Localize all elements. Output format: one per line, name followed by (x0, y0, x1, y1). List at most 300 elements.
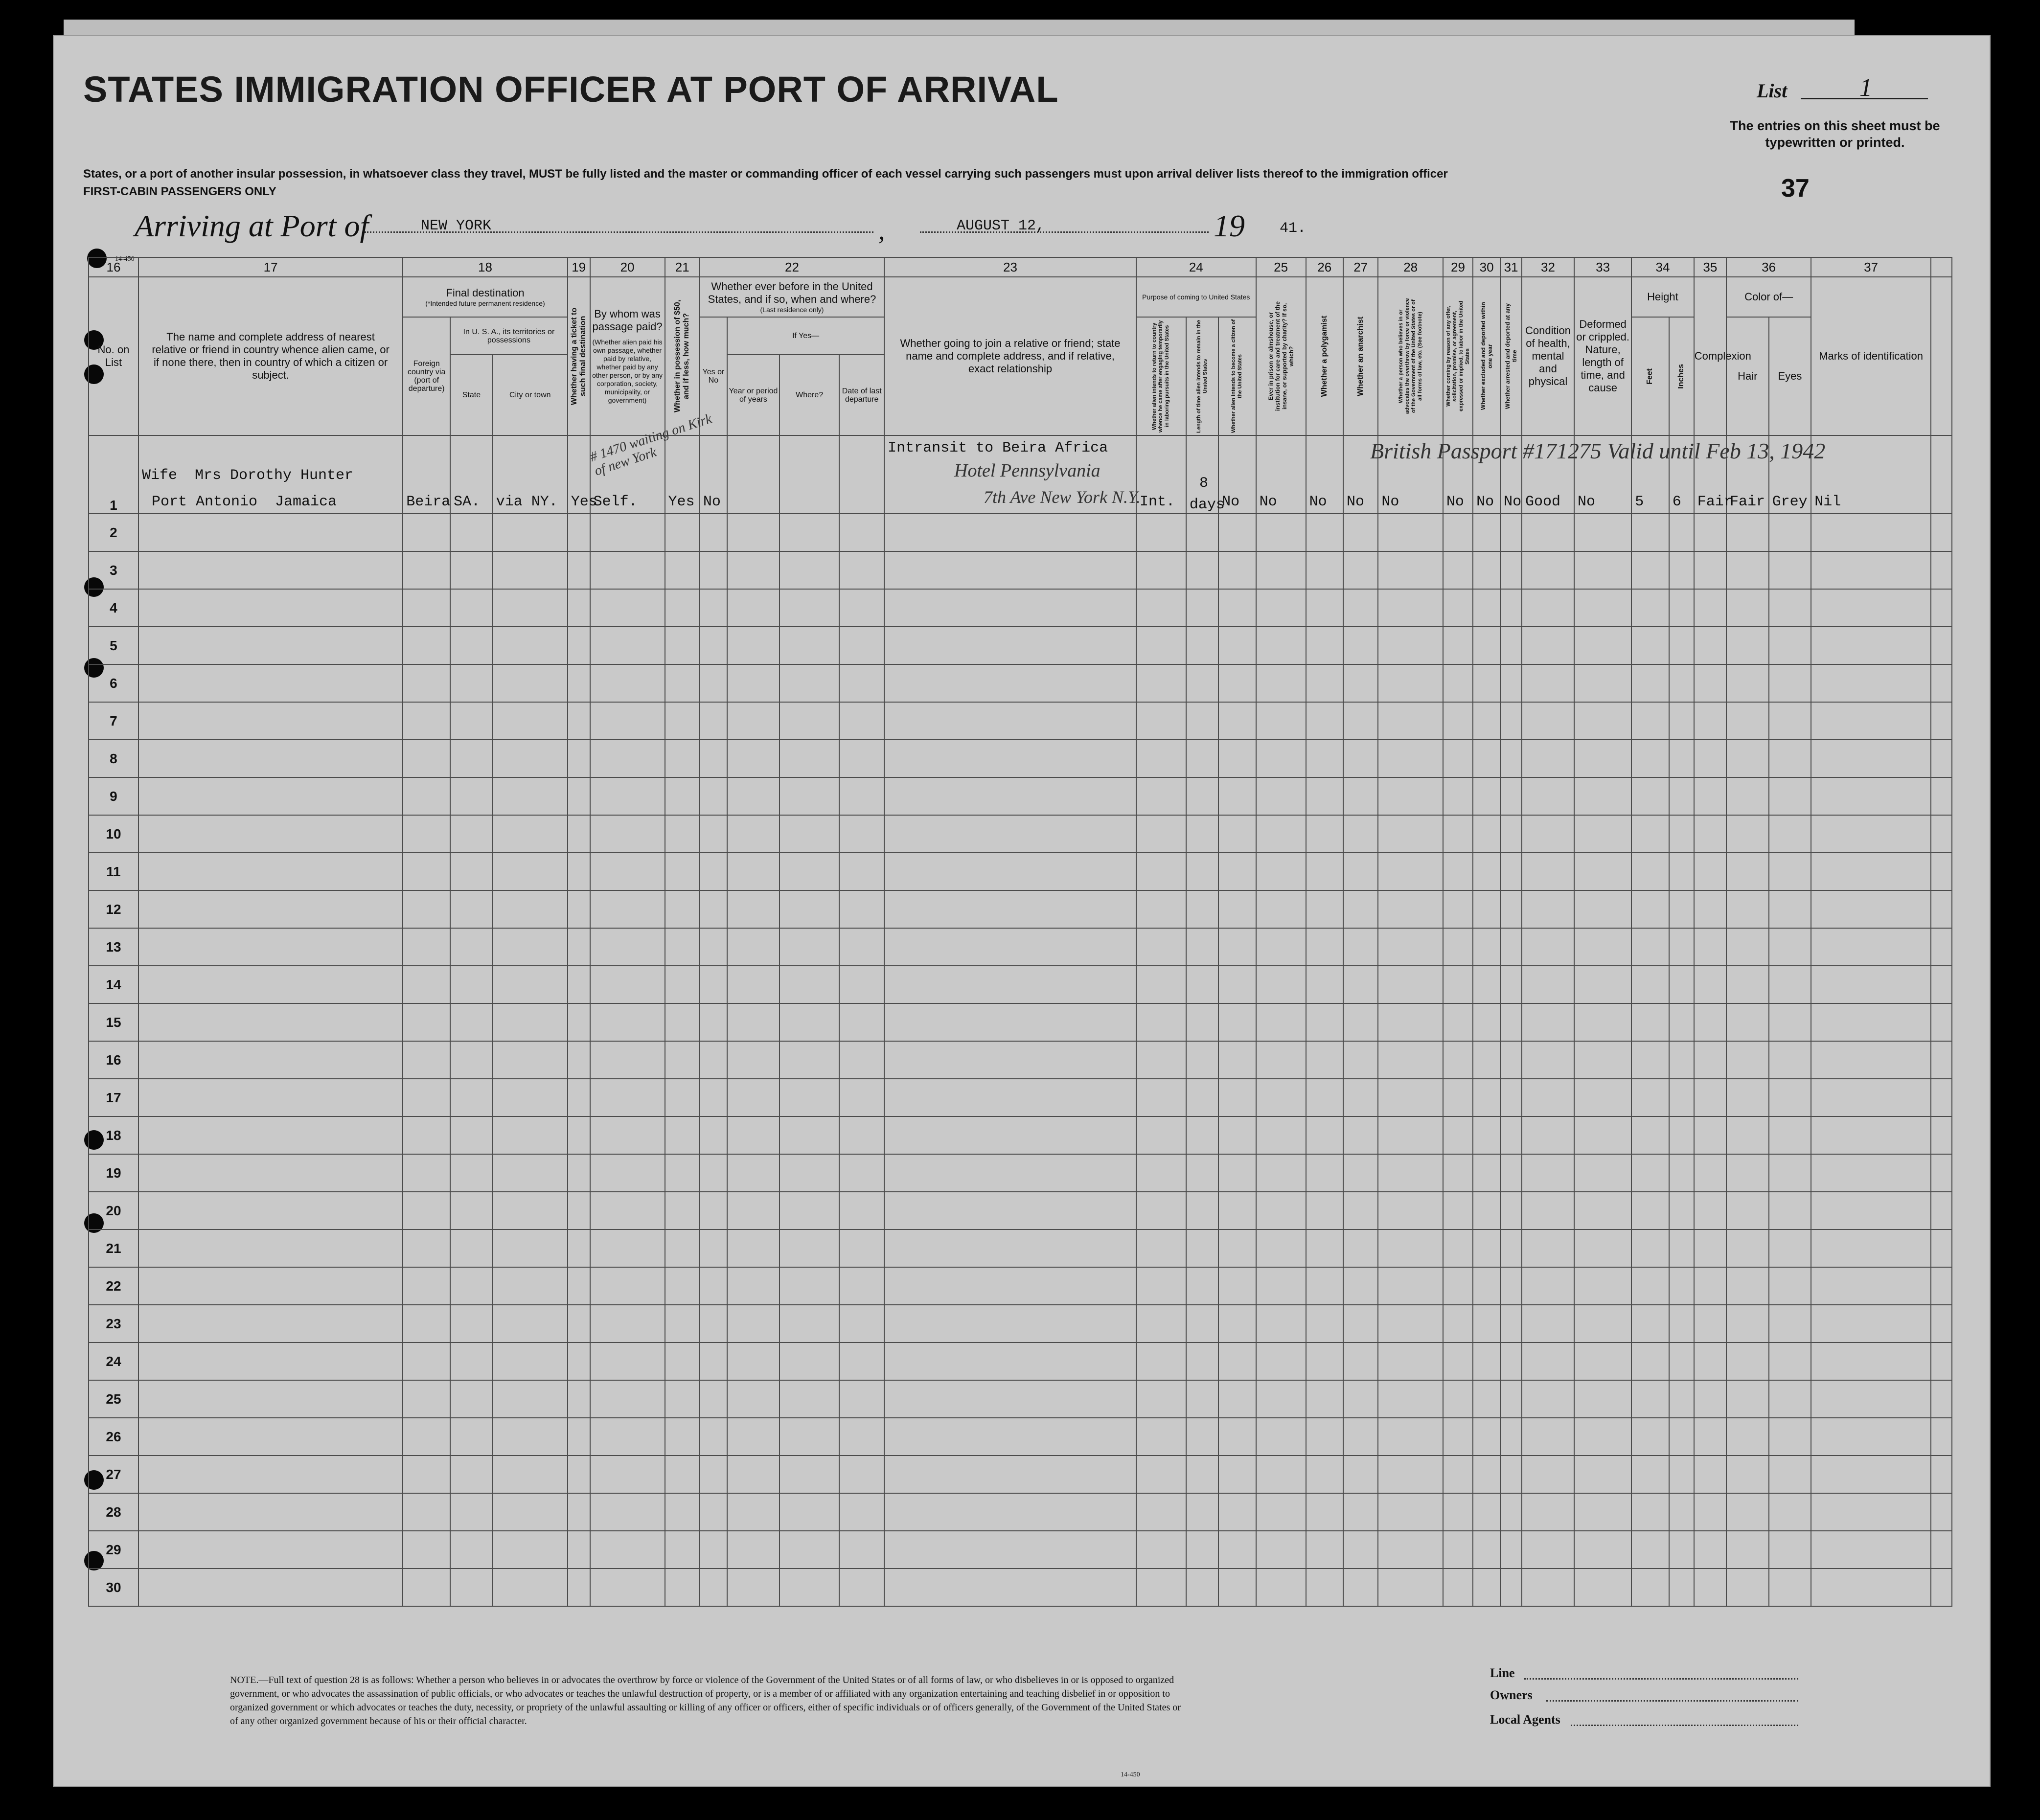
cell-lastdep (839, 1493, 884, 1531)
cell-polygamist (1306, 1418, 1343, 1456)
cell-ever (700, 1003, 727, 1041)
cell-prison (1256, 890, 1306, 928)
cell-arrested (1500, 589, 1522, 627)
cell-foreign_country (403, 551, 450, 589)
cell-purpose (1136, 740, 1186, 777)
cell-citizen (1218, 815, 1256, 853)
cell-arrested (1500, 966, 1522, 1003)
cell-deformed (1574, 514, 1631, 551)
final-destination-label: Final destination (446, 286, 525, 299)
cell-stay (1186, 1041, 1218, 1079)
cell-eyes (1769, 1418, 1811, 1456)
cell-relative (138, 1267, 403, 1305)
cell-polygamist (1306, 1456, 1343, 1493)
cell-relative (138, 1192, 403, 1229)
handwritten-hotel-line1: Hotel Pennsylvania (954, 460, 1100, 481)
cell-labor (1443, 777, 1473, 815)
cell-relative (138, 702, 403, 740)
cell-paid (590, 1116, 665, 1154)
cell-arrested (1500, 1003, 1522, 1041)
cell-deformed (1574, 853, 1631, 890)
cell-ticket (568, 1493, 590, 1531)
cell-where (779, 702, 839, 740)
passage-note: (Whether alien paid his own passage, whether paid by relative, whether paid by any other person, or by any corporation, society, municipality, or government) (592, 338, 663, 404)
cell-labor (1443, 1380, 1473, 1418)
col-number: 20 (590, 257, 665, 277)
passenger-row (89, 1229, 1952, 1267)
cell-years (727, 589, 779, 627)
cell-paid (590, 890, 665, 928)
cell-labor (1443, 1305, 1473, 1342)
column-number-row (89, 257, 1952, 277)
cell-lastdep (839, 1041, 884, 1079)
cell-relative (138, 1493, 403, 1531)
cell-city (493, 1116, 568, 1154)
cell-state (450, 928, 493, 966)
cell-spare (1931, 435, 1952, 514)
cell-purpose (1136, 627, 1186, 664)
cell-feet (1631, 1229, 1669, 1267)
cell-hair (1726, 664, 1769, 702)
cell-ticket (568, 1116, 590, 1154)
header-relative: The name and complete address of nearest relative or friend in country whence alien came, or if none there, then in country of which a citizen or subject. (138, 277, 403, 435)
cell-inches (1669, 1116, 1694, 1154)
cell-eyes (1769, 777, 1811, 815)
cell-spare (1931, 1342, 1952, 1380)
cell-hair (1726, 514, 1769, 551)
cell-excluded (1473, 740, 1500, 777)
cell-deformed (1574, 1493, 1631, 1531)
cell-city (493, 1380, 568, 1418)
cell-ticket (568, 702, 590, 740)
passenger-row (89, 589, 1952, 627)
cell-joining: Intransit to Beira Africa (884, 435, 1136, 514)
cell-spare (1931, 702, 1952, 740)
cell-purpose (1136, 1380, 1186, 1418)
cell-where (779, 740, 839, 777)
cell-excluded: No (1473, 435, 1500, 514)
cell-city (493, 702, 568, 740)
cell-city (493, 740, 568, 777)
cell-hair (1726, 1267, 1769, 1305)
cell-overthrow (1378, 1342, 1443, 1380)
row-number: 13 (89, 928, 138, 966)
cell-eyes (1769, 627, 1811, 664)
col-number: 30 (1473, 257, 1500, 277)
passenger-row (89, 1305, 1952, 1342)
cell-has50 (665, 551, 700, 589)
cell-ticket (568, 1154, 590, 1192)
cell-prison (1256, 815, 1306, 853)
cell-hair (1726, 1418, 1769, 1456)
cell-citizen (1218, 702, 1256, 740)
cell-joining (884, 890, 1136, 928)
cell-joining (884, 664, 1136, 702)
cell-arrested (1500, 1418, 1522, 1456)
cell-paid (590, 853, 665, 890)
cell-marks (1811, 589, 1931, 627)
cell-relative (138, 627, 403, 664)
cell-state (450, 1041, 493, 1079)
cell-city (493, 1305, 568, 1342)
cell-deformed (1574, 1079, 1631, 1116)
cell-ever (700, 1041, 727, 1079)
cell-marks (1811, 928, 1931, 966)
cell-has50 (665, 928, 700, 966)
cell-foreign_country (403, 966, 450, 1003)
cell-excluded (1473, 627, 1500, 664)
cell-polygamist (1306, 928, 1343, 966)
handwritten-ticket-note: # 1470 waiting on Kirk of new York (588, 411, 714, 479)
cell-years (727, 1041, 779, 1079)
cell-ever (700, 1079, 727, 1116)
cell-feet (1631, 1192, 1669, 1229)
cell-paid (590, 1079, 665, 1116)
cell-polygamist (1306, 740, 1343, 777)
cell-joining (884, 1380, 1136, 1418)
cell-ever (700, 966, 727, 1003)
cell-joining (884, 1493, 1136, 1531)
cell-arrested (1500, 1569, 1522, 1606)
cell-relative (138, 815, 403, 853)
cell-hair (1726, 1380, 1769, 1418)
cell-polygamist (1306, 1041, 1343, 1079)
cell-citizen (1218, 928, 1256, 966)
cell-anarchist (1343, 1192, 1378, 1229)
cell-complexion (1694, 1154, 1726, 1192)
cell-joining (884, 777, 1136, 815)
cell-where (779, 1154, 839, 1192)
cell-inches (1669, 664, 1694, 702)
cell-joining (884, 1342, 1136, 1380)
cell-anarchist (1343, 702, 1378, 740)
header-return-intent (1136, 317, 1186, 435)
passenger-row (89, 1003, 1952, 1041)
row-number: 9 (89, 777, 138, 815)
footnote: NOTE.—Full text of question 28 is as follows: Whether a person who believes in or advocates the overthrow by force or violence of the Government of the United States or of all forms of law, or who disbelieves in or is opposed to organized government, or who advocates the assassination of public officials, or who advocates or teaches the unlawful destruction of property, or is a member of or affiliated with any organization entertaining and teaching disbelief in or opposition to organized government or which advocates or teaches the duty, necessity, or propriety of the unlawful assaulting or killing of any officer or officers, either of specific individuals or of officers generally, of the Government of the United States or of any other organized government because of his or their official character. (230, 1675, 1181, 1727)
cell-health (1522, 589, 1574, 627)
cell-lastdep (839, 1418, 884, 1456)
cell-excluded (1473, 1569, 1500, 1606)
cell-city (493, 664, 568, 702)
header-anarchist (1343, 277, 1378, 435)
cell-marks (1811, 890, 1931, 928)
cell-stay (1186, 1380, 1218, 1418)
cell-eyes (1769, 890, 1811, 928)
cell-paid (590, 514, 665, 551)
cell-deformed (1574, 1380, 1631, 1418)
cell-lastdep (839, 1116, 884, 1154)
cell-city (493, 1493, 568, 1531)
cell-has50 (665, 1342, 700, 1380)
cell-years (727, 702, 779, 740)
cell-health (1522, 1192, 1574, 1229)
cell-ticket (568, 890, 590, 928)
cell-overthrow (1378, 966, 1443, 1003)
cell-ever (700, 853, 727, 890)
owners-label: Owners (1490, 1688, 1533, 1702)
cell-spare (1931, 740, 1952, 777)
cell-marks (1811, 1003, 1931, 1041)
cell-feet (1631, 589, 1669, 627)
cell-foreign_country (403, 928, 450, 966)
cell-anarchist (1343, 1380, 1378, 1418)
polygamist-label: Whether a polygamist (1320, 315, 1329, 397)
cell-city (493, 890, 568, 928)
cell-marks (1811, 1041, 1931, 1079)
feet-label: Feet (1646, 368, 1654, 385)
cell-arrested (1500, 1079, 1522, 1116)
cell-labor (1443, 1531, 1473, 1569)
cell-excluded (1473, 1493, 1500, 1531)
cell-eyes: Grey (1769, 435, 1811, 514)
cell-spare (1931, 589, 1952, 627)
spare-header (1931, 277, 1952, 435)
cell-deformed (1574, 890, 1631, 928)
cell-excluded (1473, 1342, 1500, 1380)
cell-paid (590, 589, 665, 627)
cell-overthrow (1378, 1456, 1443, 1493)
passenger-row (89, 740, 1952, 777)
cell-inches (1669, 1531, 1694, 1569)
agents-field (1571, 1725, 1798, 1726)
cell-polygamist (1306, 1003, 1343, 1041)
cell-polygamist (1306, 1229, 1343, 1267)
cell-stay (1186, 514, 1218, 551)
cell-citizen (1218, 1267, 1256, 1305)
cell-complexion (1694, 514, 1726, 551)
cell-foreign_country (403, 1079, 450, 1116)
cell-polygamist (1306, 589, 1343, 627)
cell-inches (1669, 815, 1694, 853)
header-50-dollars (665, 277, 700, 435)
cell-citizen (1218, 1418, 1256, 1456)
cell-deformed (1574, 702, 1631, 740)
cell-deformed: No (1574, 435, 1631, 514)
cell-stay (1186, 1493, 1218, 1531)
cell-foreign_country (403, 589, 450, 627)
cell-ever (700, 1229, 727, 1267)
cell-anarchist (1343, 853, 1378, 890)
cell-relative (138, 740, 403, 777)
header-health: Condition of health, mental and physical (1522, 277, 1574, 435)
agents-label: Local Agents (1490, 1712, 1560, 1727)
cell-anarchist (1343, 1569, 1378, 1606)
cell-prison: No (1256, 435, 1306, 514)
cell-state (450, 1569, 493, 1606)
cell-anarchist (1343, 627, 1378, 664)
cell-complexion (1694, 1003, 1726, 1041)
cell-lastdep (839, 1531, 884, 1569)
cell-marks (1811, 777, 1931, 815)
header-complexion: Complexion (1694, 277, 1726, 435)
header-overthrow (1378, 277, 1443, 435)
spare-col (1931, 257, 1952, 277)
cell-ticket (568, 664, 590, 702)
cell-lastdep (839, 777, 884, 815)
handwritten-passport: British Passport #171275 Valid until Feb 13, 1942 (1370, 438, 1826, 463)
cell-purpose (1136, 702, 1186, 740)
cell-hair: Fair (1726, 435, 1769, 514)
cell-where (779, 1531, 839, 1569)
cell-inches (1669, 589, 1694, 627)
cell-state (450, 815, 493, 853)
cell-spare (1931, 1229, 1952, 1267)
cell-ever (700, 664, 727, 702)
cell-where (779, 815, 839, 853)
cell-state (450, 1493, 493, 1531)
line-field (1524, 1678, 1798, 1680)
cell-spare (1931, 1569, 1952, 1606)
cell-joining (884, 1154, 1136, 1192)
col-number: 31 (1500, 257, 1522, 277)
passenger-row (89, 1154, 1952, 1192)
cell-years (727, 1418, 779, 1456)
cell-anarchist (1343, 1493, 1378, 1531)
cell-feet (1631, 664, 1669, 702)
cell-prison (1256, 551, 1306, 589)
cell-ever (700, 1192, 727, 1229)
cell-paid (590, 664, 665, 702)
cell-overthrow (1378, 1003, 1443, 1041)
cell-excluded (1473, 514, 1500, 551)
date-value: AUGUST 12, (957, 218, 1045, 234)
cell-ever (700, 815, 727, 853)
cell-prison (1256, 1154, 1306, 1192)
header-length-of-stay (1186, 317, 1218, 435)
cell-prison (1256, 1418, 1306, 1456)
cell-city (493, 1003, 568, 1041)
cell-joining (884, 551, 1136, 589)
cell-anarchist (1343, 551, 1378, 589)
cell-stay (1186, 740, 1218, 777)
cell-excluded (1473, 890, 1500, 928)
cell-hair (1726, 1342, 1769, 1380)
cell-hair (1726, 1531, 1769, 1569)
col-number: 23 (884, 257, 1136, 277)
cell-citizen (1218, 1229, 1256, 1267)
cell-has50 (665, 1116, 700, 1154)
cell-ticket (568, 1192, 590, 1229)
header-joining: Whether going to join a relative or friend; state name and complete address, and if relative, exact relationship (884, 277, 1136, 435)
cell-eyes (1769, 1003, 1811, 1041)
cell-overthrow (1378, 1493, 1443, 1531)
cell-inches (1669, 853, 1694, 890)
cell-hair (1726, 551, 1769, 589)
cell-ticket (568, 1342, 590, 1380)
cell-joining (884, 1079, 1136, 1116)
cell-marks (1811, 966, 1931, 1003)
cell-overthrow (1378, 1192, 1443, 1229)
header-ever-before (700, 277, 884, 317)
passenger-row (89, 1079, 1952, 1116)
cell-ever (700, 1116, 727, 1154)
cell-spare (1931, 1493, 1952, 1531)
cell-ever (700, 627, 727, 664)
cell-excluded (1473, 777, 1500, 815)
cell-paid (590, 1531, 665, 1569)
cell-marks (1811, 815, 1931, 853)
cell-health (1522, 1456, 1574, 1493)
cell-health (1522, 627, 1574, 664)
cell-paid (590, 1267, 665, 1305)
cell-citizen (1218, 514, 1256, 551)
cell-marks (1811, 1267, 1931, 1305)
cell-prison (1256, 589, 1306, 627)
cell-anarchist (1343, 664, 1378, 702)
row-number: 16 (89, 1041, 138, 1079)
cell-ticket (568, 1267, 590, 1305)
cell-complexion (1694, 1569, 1726, 1606)
cell-has50 (665, 1493, 700, 1531)
cell-purpose (1136, 777, 1186, 815)
cell-years (727, 777, 779, 815)
cell-stay (1186, 1229, 1218, 1267)
cell-relative (138, 551, 403, 589)
form-instructions (83, 165, 1649, 201)
cell-prison (1256, 1192, 1306, 1229)
cell-polygamist (1306, 1493, 1343, 1531)
cell-excluded (1473, 551, 1500, 589)
cell-has50 (665, 1569, 700, 1606)
cell-health (1522, 1154, 1574, 1192)
cell-overthrow (1378, 1380, 1443, 1418)
col-number: 19 (568, 257, 590, 277)
cell-arrested (1500, 890, 1522, 928)
cell-relative (138, 1531, 403, 1569)
cell-eyes (1769, 1267, 1811, 1305)
header-in-usa: In U. S. A., its territories or possessions (450, 317, 568, 355)
cell-has50 (665, 514, 700, 551)
cell-polygamist (1306, 1079, 1343, 1116)
passenger-row (89, 1116, 1952, 1154)
cell-marks (1811, 1079, 1931, 1116)
cell-paid (590, 1342, 665, 1380)
cell-marks (1811, 740, 1931, 777)
cell-city (493, 1267, 568, 1305)
cell-spare (1931, 514, 1952, 551)
list-label: List (1757, 80, 1788, 102)
cell-feet (1631, 1003, 1669, 1041)
cell-where (779, 1456, 839, 1493)
cell-prison (1256, 702, 1306, 740)
cell-arrested (1500, 1192, 1522, 1229)
cell-complexion (1694, 1305, 1726, 1342)
cell-eyes (1769, 1569, 1811, 1606)
cell-state (450, 514, 493, 551)
cell-state (450, 551, 493, 589)
cell-hair (1726, 966, 1769, 1003)
cell-paid (590, 1569, 665, 1606)
cell-anarchist (1343, 740, 1378, 777)
cell-joining (884, 815, 1136, 853)
cell-prison (1256, 664, 1306, 702)
cell-polygamist (1306, 890, 1343, 928)
cell-purpose (1136, 1342, 1186, 1380)
cell-city (493, 1342, 568, 1380)
cell-citizen (1218, 1116, 1256, 1154)
cell-eyes (1769, 664, 1811, 702)
cell-state (450, 664, 493, 702)
cell-eyes (1769, 1531, 1811, 1569)
cell-polygamist (1306, 1116, 1343, 1154)
cell-overthrow (1378, 853, 1443, 890)
cell-overthrow (1378, 1079, 1443, 1116)
cell-polygamist (1306, 1342, 1343, 1380)
cell-has50 (665, 1229, 700, 1267)
cell-stay (1186, 777, 1218, 815)
cell-deformed (1574, 1418, 1631, 1456)
